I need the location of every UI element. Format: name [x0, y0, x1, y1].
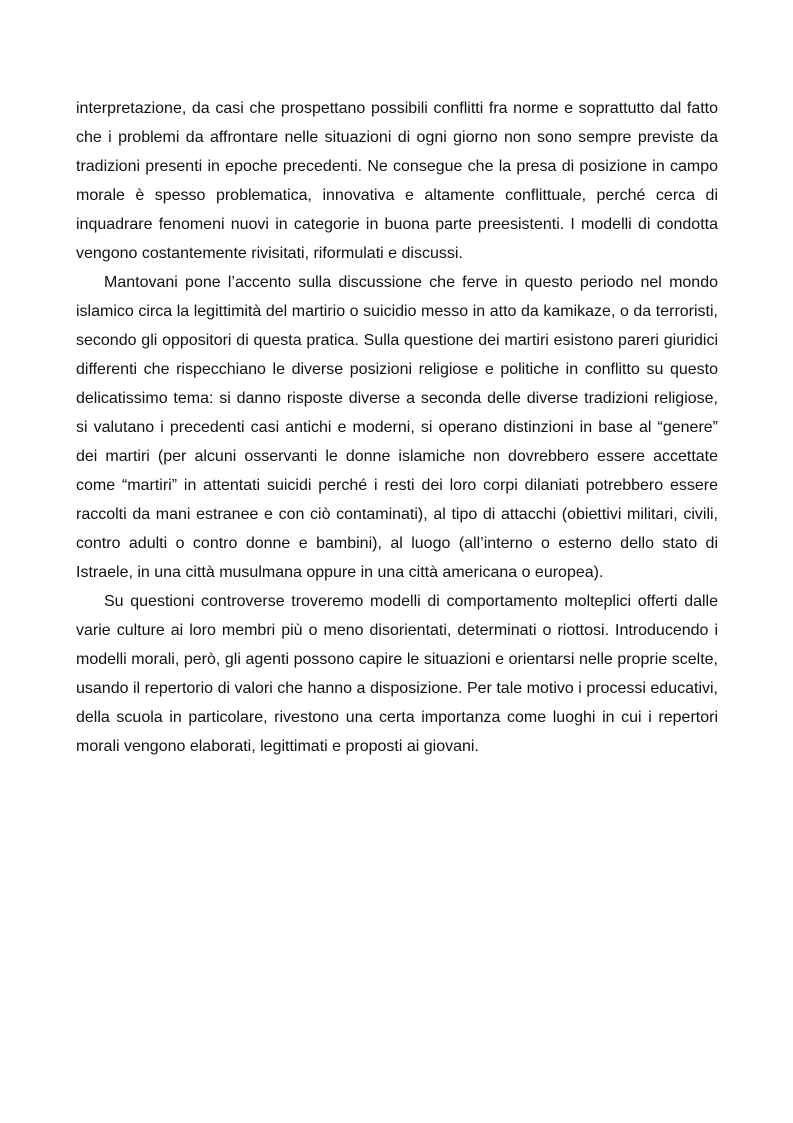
paragraph-martyrdom-discussion: Mantovani pone l’accento sulla discussione che ferve in questo periodo nel mondo islamico circa la legittimità del martirio o suicidio messo in atto da kamikaze, o da terroristi, secondo gli oppositori di questa pratica. Sulla questione dei martiri esistono pareri giuridici differenti che rispecchiano le diverse posizioni religiose e politiche in conflitto su questo delicatissimo tema: si danno risposte diverse a seconda delle diverse tradizioni religiose, si valutano i precedenti casi antichi e moderni, si operano distinzioni in base al “genere” dei martiri (per alcuni osservanti le donne islamiche non dovrebbero essere accettate come “martiri” in attentati suicidi perché i resti dei loro corpi dilaniati potrebbero essere raccolti da mani estranee e con ciò contaminati), al tipo di attacchi (obiettivi militari, civili, contro adulti o contro donne e bambini), al luogo (all’interno o esterno dello stato di Istraele, in una città musulmana oppure in una città americana o europea). [76, 274, 718, 581]
paragraph-continuation: interpretazione, da casi che prospettano possibili conflitti fra norme e soprattutto dal fatto che i problemi da affrontare nelle situazioni di ogni giorno non sono sempre previste da tradizioni presenti in epoche precedenti. Ne consegue che la presa di posizione in campo morale è spesso problematica, innovativa e altamente conflittuale, perché cerca di inquadrare fenomeni nuovi in categorie in buona parte preesistenti. I modelli di condotta vengono costantemente rivisitati, riformulati e discussi. [76, 100, 718, 262]
paragraph-moral-models: Su questioni controverse troveremo modelli di comportamento molteplici offerti dalle varie culture ai loro membri più o meno disorientati, determinati o riottosi. Introducendo i modelli morali, però, gli agenti possono capire le situazioni e orientarsi nelle proprie scelte, usando il repertorio di valori che hanno a disposizione. Per tale motivo i processi educativi, della scuola in particolare, rivestono una certa importanza come luoghi in cui i repertori morali vengono elaborati, legittimati e proposti ai giovani. [76, 593, 718, 755]
document-page [76, 94, 718, 761]
